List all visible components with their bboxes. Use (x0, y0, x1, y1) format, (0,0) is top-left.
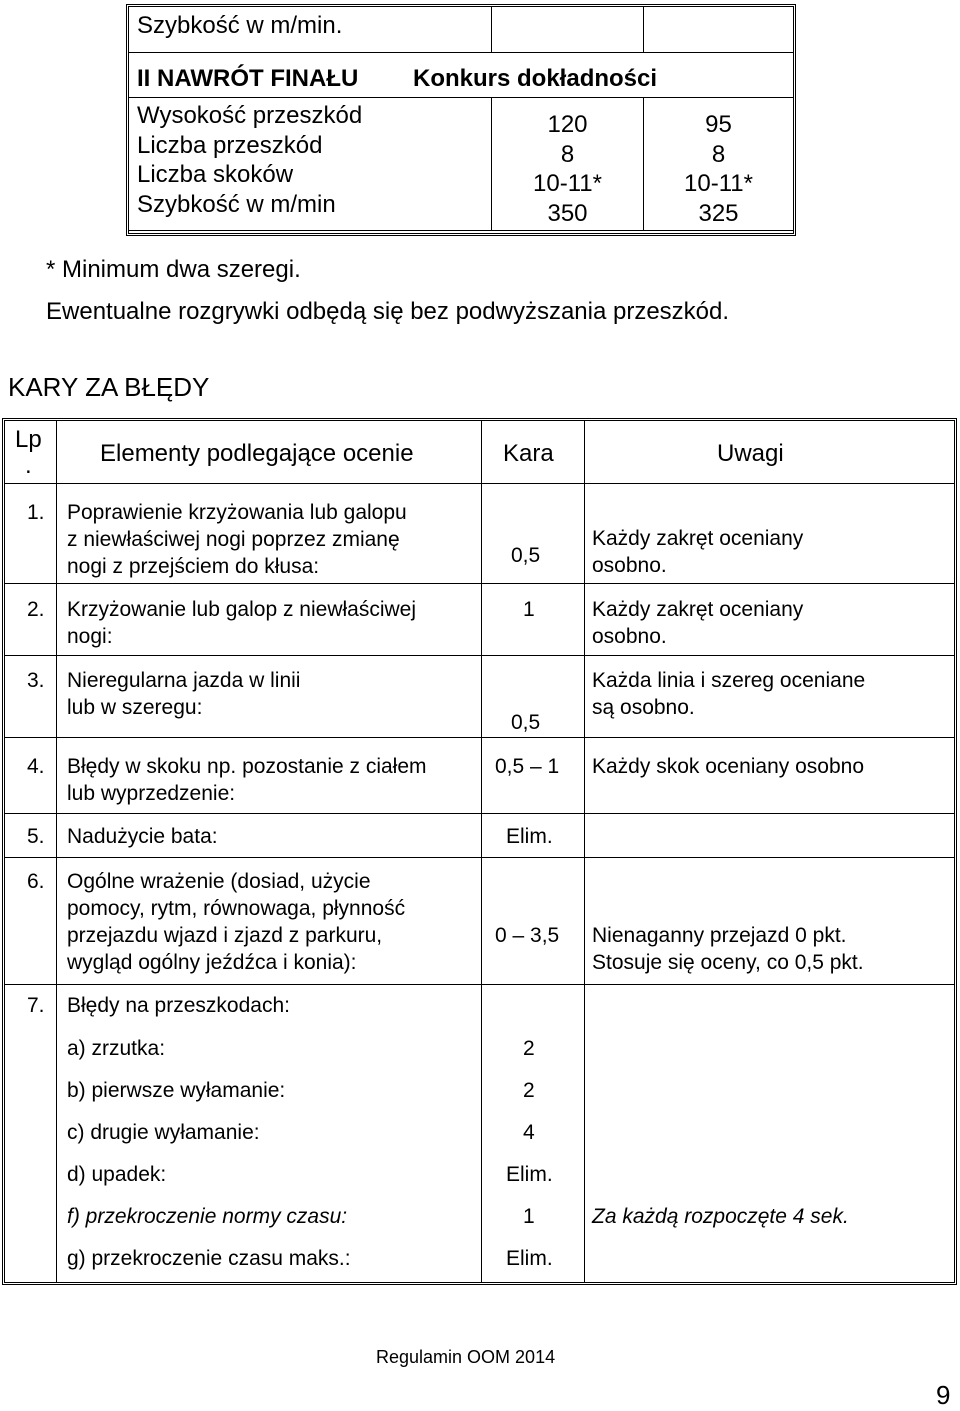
col-divider (56, 421, 57, 1282)
speed-table (126, 4, 796, 236)
note-jumpoff: Ewentualne rozgrywki odbędą się bez podwyższania przeszkód. (46, 298, 730, 325)
row-number: 6. (27, 870, 45, 893)
row-text-line: z niewłaściwej nogi poprzez zmianę (67, 528, 400, 551)
row-text-line: Nadużycie bata: (67, 825, 218, 848)
row-number: 3. (27, 669, 45, 692)
row-uwagi-line: osobno. (592, 554, 667, 577)
row-kara: 0,5 – 1 (495, 755, 560, 778)
row-divider (5, 483, 954, 484)
sub-item-kara: 2 (523, 1079, 535, 1102)
row-divider (5, 813, 954, 814)
row-uwagi-line: Każda linia i szereg oceniane (592, 669, 866, 692)
sub-item-text: f) przekroczenie normy czasu: (67, 1205, 348, 1228)
row-kara: 0,5 (511, 544, 541, 567)
row-uwagi-line: Każdy skok oceniany osobno (592, 755, 865, 778)
section-heading: KARY ZA BŁĘDY (8, 372, 210, 402)
row-uwagi-line: Każdy zakręt oceniany (592, 598, 804, 621)
footer-text: Regulamin OOM 2014 (376, 1347, 556, 1367)
penalties-table (2, 418, 957, 1285)
col-divider (584, 421, 585, 1282)
header-uwagi: Uwagi (717, 440, 784, 467)
row-divider (5, 984, 954, 985)
row-divider (129, 52, 793, 53)
row-text-line: lub w szeregu: (67, 696, 203, 719)
col2-speed: 325 (698, 200, 739, 227)
sub-item-kara: Elim. (506, 1163, 553, 1186)
row-kara: Elim. (506, 825, 553, 848)
sub-item-kara: 1 (523, 1205, 535, 1228)
note-min-rows: * Minimum dwa szeregi. (46, 256, 301, 283)
header-kara: Kara (503, 440, 554, 467)
speed-label: Szybkość w m/min. (137, 12, 343, 39)
row-uwagi-line: Stosuje się oceny, co 0,5 pkt. (592, 951, 864, 974)
row-text-line: nogi: (67, 625, 113, 648)
col2-jumps: 10-11* (684, 170, 753, 197)
col-divider (643, 7, 644, 52)
col1-height: 120 (547, 111, 588, 138)
row-kara: 1 (523, 598, 535, 621)
row-text-line: Błędy na przeszkodach: (67, 994, 290, 1017)
col-divider (491, 7, 492, 52)
col-divider (481, 421, 482, 1282)
page-number: 9 (936, 1380, 951, 1410)
row-divider (5, 857, 954, 858)
row-text-line: Nieregularna jazda w linii (67, 669, 301, 692)
label-height: Wysokość przeszkód (137, 102, 363, 129)
sub-item-kara: 4 (523, 1121, 535, 1144)
contest-name: Konkurs dokładności (413, 65, 658, 92)
col1-obstacles: 8 (560, 141, 575, 168)
sub-item-text: a) zrzutka: (67, 1037, 166, 1060)
round-title: II NAWRÓT FINAŁU (137, 65, 359, 92)
sub-item-kara: Elim. (506, 1247, 553, 1270)
sub-item-text: d) upadek: (67, 1163, 167, 1186)
row-kara: 0 – 3,5 (495, 924, 560, 947)
sub-item-text: c) drugie wyłamanie: (67, 1121, 260, 1144)
col2-obstacles: 8 (711, 141, 726, 168)
row-number: 7. (27, 994, 45, 1017)
row-uwagi-line: Każdy zakręt oceniany (592, 527, 804, 550)
header-elements: Elementy podlegające ocenie (100, 440, 414, 467)
row-text-line: Poprawienie krzyżowania lub galopu (67, 501, 407, 524)
row-divider (5, 655, 954, 656)
row-uwagi-line: Nienaganny przejazd 0 pkt. (592, 924, 847, 947)
col1-jumps: 10-11* (533, 170, 602, 197)
row-text-line: Błędy w skoku np. pozostanie z ciałem (67, 755, 427, 778)
sub-item-text: b) pierwsze wyłamanie: (67, 1079, 286, 1102)
row-text-line: lub wyprzedzenie: (67, 782, 236, 805)
row-divider (5, 737, 954, 738)
row-text-line: wygląd ogólny jeźdźca i konia): (67, 951, 357, 974)
label-jumps: Liczba skoków (137, 161, 294, 188)
row-number: 5. (27, 825, 45, 848)
sub-item-text: g) przekroczenie czasu maks.: (67, 1247, 351, 1270)
label-speed: Szybkość w m/min (137, 191, 336, 218)
row-text-line: Krzyżowanie lub galop z niewłaściwej (67, 598, 417, 621)
row-text-line: pomocy, rytm, równowaga, płynność (67, 897, 406, 920)
row-divider (129, 230, 793, 231)
header-lp-dot: . (25, 452, 32, 479)
row-kara: 0,5 (511, 711, 541, 734)
col1-speed: 350 (547, 200, 588, 227)
row-divider (129, 97, 793, 98)
row-number: 2. (27, 598, 45, 621)
row-text-line: nogi z przejściem do kłusa: (67, 555, 320, 578)
col2-height: 95 (705, 111, 732, 138)
row-number: 4. (27, 755, 45, 778)
sub-item-uwagi: Za każdą rozpoczęte 4 sek. (592, 1205, 849, 1228)
row-text-line: Ogólne wrażenie (dosiad, użycie (67, 870, 371, 893)
sub-item-kara: 2 (523, 1037, 535, 1060)
row-uwagi-line: osobno. (592, 625, 667, 648)
row-divider (5, 583, 954, 584)
row-uwagi-line: są osobno. (592, 696, 695, 719)
header-lp: Lp (15, 426, 42, 453)
label-obstacles: Liczba przeszkód (137, 132, 323, 159)
row-text-line: przejazdu wjazd i zjazd z parkuru, (67, 924, 383, 947)
row-number: 1. (27, 501, 45, 524)
